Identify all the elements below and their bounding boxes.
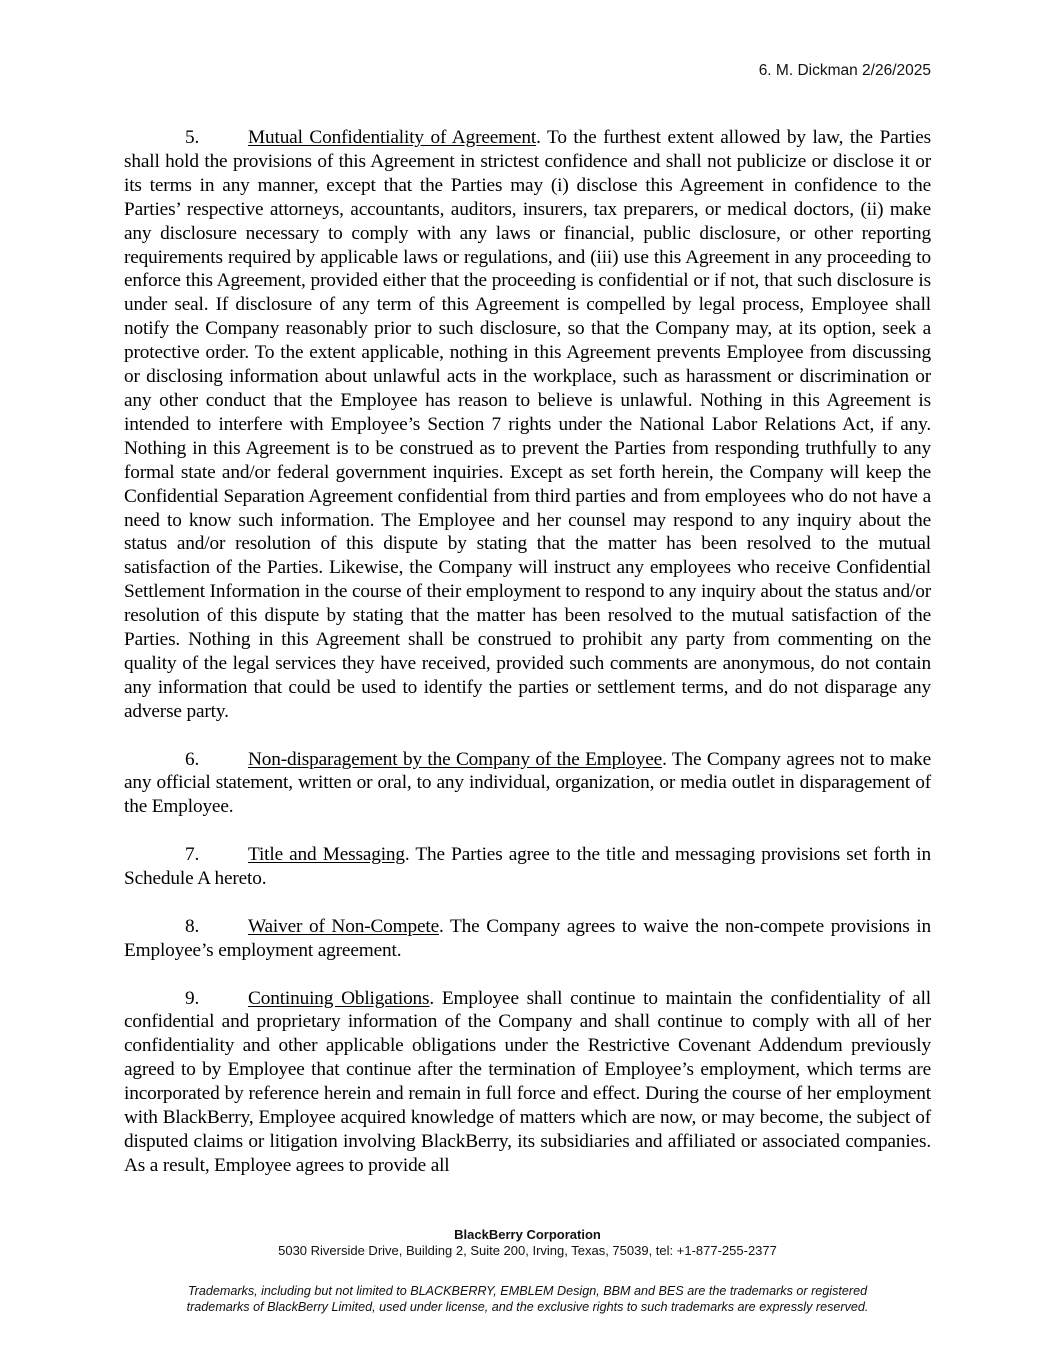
page-header-reference: 6. M. Dickman 2/26/2025: [758, 62, 931, 79]
trademark-line-2: trademarks of BlackBerry Limited, used under license, and the exclusive rights to such trademarks are expressly reserved.: [186, 1299, 869, 1314]
trademark-line-1: Trademarks, including but not limited to BLACKBERRY, EMBLEM Design, BBM and BES are the trademarks or registered: [187, 1284, 868, 1298]
section-text: . The Parties agree to the title and messaging provisions set forth in Schedule A hereto.: [124, 844, 931, 890]
section-heading: Non-disparagement by the Company of the Employee: [248, 748, 663, 770]
section-heading: Waiver of Non-Compete: [248, 915, 440, 937]
section-8-waiver-non-compete: 8. Waiver of Non-Compete. The Company agrees to waive the non-compete provisions in Employee’s employment agreement.: [124, 915, 931, 961]
footer-address: 5030 Riverside Drive, Building 2, Suite 200, Irving, Texas, 75039, tel: +1-877-255-2377: [278, 1243, 777, 1258]
section-heading: Title and Messaging: [248, 844, 405, 866]
section-6-non-disparagement: 6. Non-disparagement by the Company of the Employee. The Company agrees not to make any official statement, written or oral, to any individual, organization, or media outlet in disparagement of the Employee.: [124, 748, 931, 818]
section-text: . Employee shall continue to maintain the confidentiality of all confidential and proprietary information of the Company and shall continue to comply with all of her confidentiality and other applicable obligations under the Restrictive Covenant Addendum previously agreed to by Employee that continue after the termination of Employee’s employment, which terms are incorporated by reference herein and remain in full force and effect. During the course of her employment with BlackBerry, Employee acquired knowledge of matters which are now, or may become, the subject of disputed claims or litigation involving BlackBerry, its subsidiaries and affiliated or associated companies. As a result, Employee agrees to provide all: [124, 987, 931, 1176]
section-heading: Mutual Confidentiality of Agreement: [248, 127, 537, 148]
document-body: [124, 126, 931, 1202]
section-text: . The Company agrees to waive the non-compete provisions in Employee’s employment agreement.: [124, 915, 931, 961]
section-heading: Continuing Obligations: [248, 987, 430, 1009]
footer-trademark-notice: [0, 1284, 1055, 1315]
section-text: . To the furthest extent allowed by law, the Parties shall hold the provisions of this Agreement in strictest confidence and shall not publicize or disclose it or its terms in any manner, except that the Parties may (i) disclose this Agreement in confidence to the Parties’ respective attorneys, accountants, auditors, insurers, tax preparers, or medical doctors, (ii) make any disclosure necessary to comply with any laws or financial, public disclosure, or other reporting requirements required by applicable laws or regulations, and (iii) use this Agreement in any proceeding to enforce this Agreement, provided either that the proceeding is confidential or if not, that such disclosure is under seal. If disclosure of any term of this Agreement is compelled by legal process, Employee shall notify the Company reasonably prior to such disclosure, so that the Company may, at its option, seek a protective order. To the extent applicable, nothing in this Agreement prevents Employee from discussing or disclosing information about unlawful acts in the workplace, such as harassment or discrimination or any other conduct that the Employee has reason to believe is unlawful. Nothing in this Agreement is intended to interfere with Employee’s Section 7 rights under the National Labor Relations Act, if any. Nothing in this Agreement is to be construed as to prevent the Parties from responding truthfully to any formal state and/or federal government inquiries. Except as set forth herein, the Company will keep the Confidential Separation Agreement confidential from third parties and from employees who do not have a need to know such information. The Employee and her counsel may respond to any inquiry about the status and/or resolution of this dispute by stating that the matter has been resolved to the mutual satisfaction of the Parties. Likewise, the Company will instruct any employees who receive Confidential Settlement Information in the course of their employment to respond to any inquiry about the status and/or resolution of this dispute by stating that the matter has been resolved to the mutual satisfaction of the Parties. Nothing in this Agreement shall be construed to prohibit any party from commenting on the quality of the legal services they have received, provided such comments are anonymous, do not contain any information that could be used to identify the parties or settlement terms, and do not disparage any adverse party.: [124, 127, 931, 722]
section-5-mutual-confidentiality: 5. Mutual Confidentiality of Agreement. To the furthest extent allowed by law, the Parties shall hold the provisions of this Agreement in strictest confidence and shall not publicize or disclose it or its terms in any manner, except that the Parties may (i) disclose this Agreement in confidence to the Parties’ respective attorneys, accountants, auditors, insurers, tax preparers, or medical doctors, (ii) make any disclosure necessary to comply with any laws or financial, public disclosure, or other reporting requirements required by applicable laws or regulations, and (iii) use this Agreement in any proceeding to enforce this Agreement, provided either that the proceeding is confidential or if not, that such disclosure is under seal. If disclosure of any term of this Agreement is compelled by legal process, Employee shall notify the Company reasonably prior to such disclosure, so that the Company may, at its option, seek a protective order. To the extent applicable, nothing in this Agreement prevents Employee from discussing or disclosing information about unlawful acts in the workplace, such as harassment or discrimination or any other conduct that the Employee has reason to believe is unlawful. Nothing in this Agreement is intended to interfere with Employee’s Section 7 rights under the National Labor Relations Act, if any. Nothing in this Agreement is to be construed as to prevent the Parties from responding truthfully to any formal state and/or federal government inquiries. Except as set forth herein, the Company will keep the Confidential Separation Agreement confidential from third parties and from employees who do not have a need to know such information. The Employee and her counsel may respond to any inquiry about the status and/or resolution of this dispute by stating that the matter has been resolved to the mutual satisfaction of the Parties. Likewise, the Company will instruct any employees who receive Confidential Settlement Information in the course of their employment to respond to any inquiry about the status and/or resolution of this dispute by stating that the matter has been resolved to the mutual satisfaction of the Parties. Nothing in this Agreement shall be construed to prohibit any party from commenting on the quality of the legal services they have received, provided such comments are anonymous, do not contain any information that could be used to identify the parties or settlement terms, and do not disparage any adverse party.: [124, 127, 931, 722]
footer-company-name: BlackBerry Corporation: [454, 1227, 601, 1242]
section-7-title-messaging: 7. Title and Messaging. The Parties agree to the title and messaging provisions set forth in Schedule A hereto.: [124, 844, 931, 890]
section-9-continuing-obligations: 9. Continuing Obligations. Employee shall continue to maintain the confidentiality of all confidential and proprietary information of the Company and shall continue to comply with all of her confidentiality and other applicable obligations under the Restrictive Covenant Addendum previously agreed to by Employee that continue after the termination of Employee’s employment, which terms are incorporated by reference herein and remain in full force and effect. During the course of her employment with BlackBerry, Employee acquired knowledge of matters which are now, or may become, the subject of disputed claims or litigation involving BlackBerry, its subsidiaries and affiliated or associated companies. As a result, Employee agrees to provide all: [124, 987, 931, 1176]
section-text: . The Company agrees not to make any official statement, written or oral, to any individual, organization, or media outlet in disparagement of the Employee.: [124, 748, 931, 818]
